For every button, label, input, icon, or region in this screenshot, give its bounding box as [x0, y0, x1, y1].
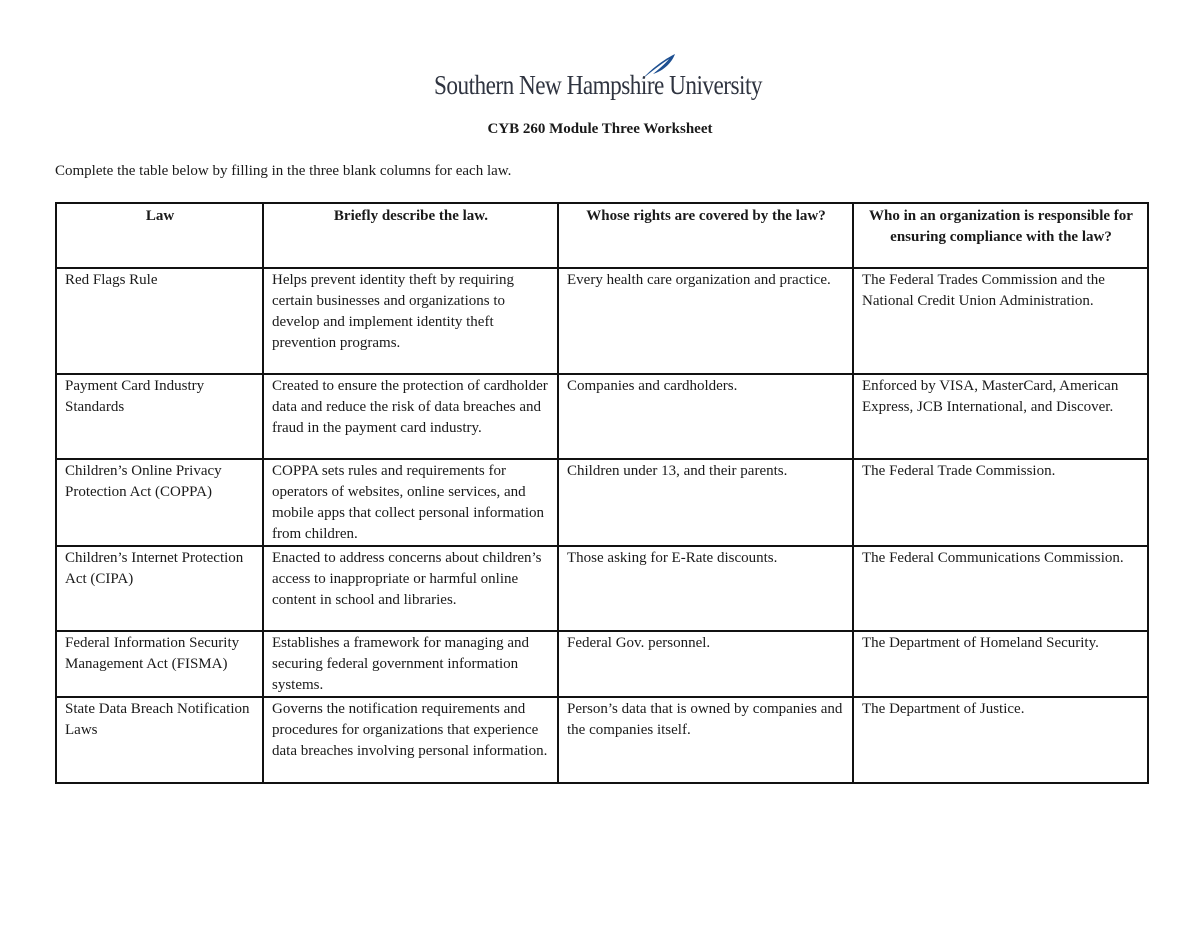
cell-rights: Person’s data that is owned by companies and the companies itself. [558, 697, 853, 783]
university-name: Southern New Hampshire University [434, 70, 762, 100]
cell-law: Children’s Internet Protection Act (CIPA) [56, 546, 263, 631]
header-description: Briefly describe the law. [263, 203, 558, 268]
university-logo [434, 52, 774, 108]
cell-responsible: The Department of Homeland Security. [853, 631, 1148, 697]
table-header-row [56, 203, 1148, 268]
document-title: CYB 260 Module Three Worksheet [487, 121, 713, 137]
cell-description: Enacted to address concerns about children’s access to inappropriate or harmful online content in school and libraries. [263, 546, 558, 631]
cell-law: Payment Card Industry Standards [56, 374, 263, 459]
table-row [56, 697, 1148, 783]
cell-law: Red Flags Rule [56, 268, 263, 374]
cell-description: Governs the notification requirements and procedures for organizations that experience data breaches involving personal information. [263, 697, 558, 783]
cell-rights: Children under 13, and their parents. [558, 459, 853, 546]
cell-responsible: The Department of Justice. [853, 697, 1148, 783]
header-rights: Whose rights are covered by the law? [558, 203, 853, 268]
cell-description: Helps prevent identity theft by requiring certain businesses and organizations to develop and implement identity theft prevention programs. [263, 268, 558, 374]
cell-description: Establishes a framework for managing and securing federal government information systems. [263, 631, 558, 697]
header-responsible: Who in an organization is responsible for ensuring compliance with the law? [853, 203, 1148, 268]
cell-responsible: The Federal Trades Commission and the National Credit Union Administration. [853, 268, 1148, 374]
law-table [55, 202, 1149, 784]
cell-rights: Every health care organization and practice. [558, 268, 853, 374]
cell-responsible: Enforced by VISA, MasterCard, American Express, JCB International, and Discover. [853, 374, 1148, 459]
cell-law: State Data Breach Notification Laws [56, 697, 263, 783]
table-row [56, 546, 1148, 631]
cell-law: Children’s Online Privacy Protection Act (COPPA) [56, 459, 263, 546]
cell-law: Federal Information Security Management Act (FISMA) [56, 631, 263, 697]
table-row [56, 631, 1148, 697]
cell-rights: Companies and cardholders. [558, 374, 853, 459]
instructions-text: Complete the table below by filling in the three blank columns for each law. [55, 163, 512, 179]
table-row [56, 374, 1148, 459]
cell-rights: Those asking for E-Rate discounts. [558, 546, 853, 631]
table-row [56, 459, 1148, 546]
cell-rights: Federal Gov. personnel. [558, 631, 853, 697]
cell-responsible: The Federal Communications Commission. [853, 546, 1148, 631]
header-law: Law [56, 203, 263, 268]
cell-description: COPPA sets rules and requirements for operators of websites, online services, and mobile apps that collect personal information from children. [263, 459, 558, 546]
table-row [56, 268, 1148, 374]
cell-description: Created to ensure the protection of cardholder data and reduce the risk of data breaches and fraud in the payment card industry. [263, 374, 558, 459]
cell-responsible: The Federal Trade Commission. [853, 459, 1148, 546]
